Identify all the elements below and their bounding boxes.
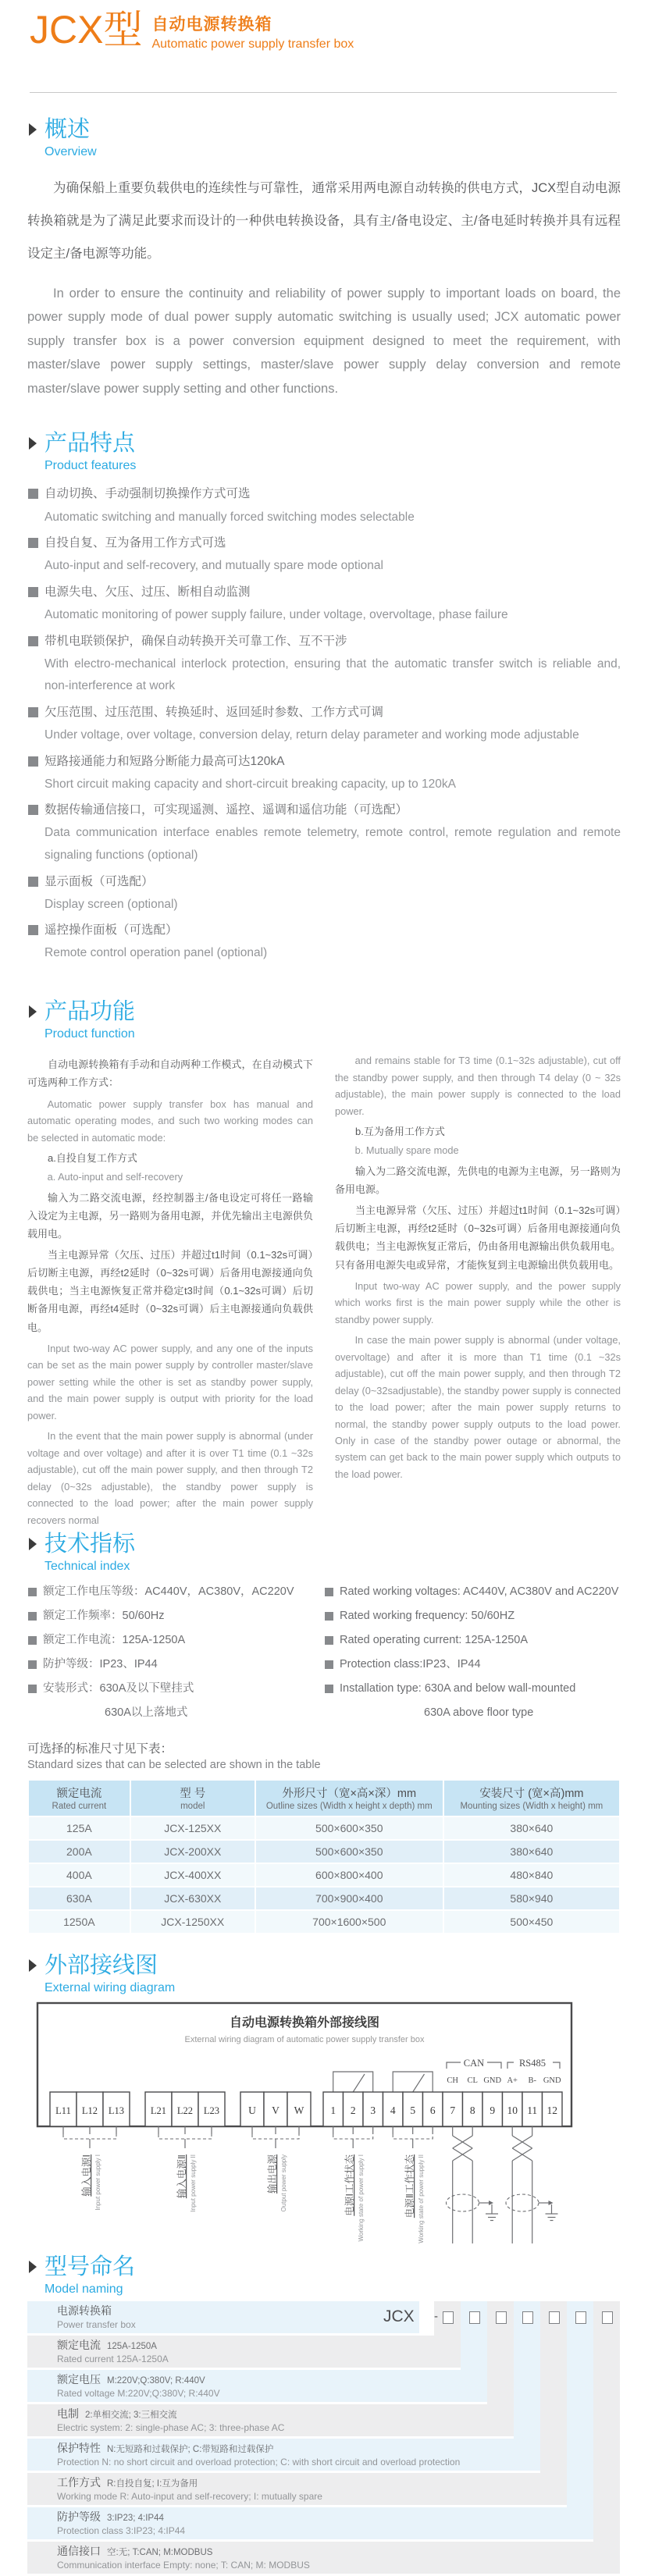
terminal-label: L22 (176, 2105, 194, 2117)
naming-detail: 3:IP23; 4:IP44 (107, 2514, 164, 2524)
tech-heading (27, 1532, 621, 1574)
tech-item-sub: 630A above floor type (424, 1706, 534, 1720)
cell-outline-size: 500×600×350 (255, 1840, 443, 1863)
pin-label: GND (543, 2076, 561, 2086)
square-bullet-icon (28, 925, 38, 935)
feature-en: With electro-mechanical interlock protection, ensuring that the automatic transfer switch is reliable and, non-interference at work (45, 656, 621, 693)
group-lead-input2 (158, 2126, 212, 2212)
naming-heading (27, 2254, 621, 2297)
function-subitem: a.自投自复工作方式 (48, 1152, 137, 1165)
naming-code-box (602, 2311, 613, 2324)
terminal-label: 5 (410, 2105, 416, 2117)
section-technical-index (27, 1532, 621, 1725)
square-bullet-icon (28, 1685, 37, 1693)
diagram-title-en: External wiring diagram of automatic power supply transfer box (184, 2035, 425, 2045)
naming-label-en: Protection class 3:IP23; 4:IP44 (57, 2525, 186, 2537)
group-label-cn: 电源Ⅱ工作状态 (404, 2154, 415, 2218)
naming-code-box (575, 2311, 586, 2324)
feature-en: Data communication interface enables remote telemetry, remote control, remote regulation and remote signaling functions (optional) (45, 826, 621, 862)
tech-item: Protection class:IP23、IP44 (340, 1658, 481, 1671)
naming-heading-cn: 型号命名 (45, 2254, 136, 2279)
naming-detail: 2:单相交流; 3:三相交流 (85, 2411, 177, 2421)
product-model-title: JCX型 (30, 8, 143, 52)
square-bullet-icon (28, 1660, 37, 1669)
section-model-naming (27, 2254, 621, 2576)
feature-en: Automatic switching and manually forced switching modes selectable (45, 510, 415, 524)
overview-heading-cn: 概述 (45, 117, 91, 142)
square-bullet-icon (28, 538, 38, 548)
naming-heading-en: Model naming (45, 2282, 123, 2297)
twisted-pair-rs485 (506, 2126, 558, 2243)
naming-detail: M:220V;Q:380V; R:440V (107, 2376, 205, 2386)
terminal-label: 12 (547, 2105, 557, 2117)
features-heading (27, 431, 621, 473)
naming-label-cn: 额定电压 (57, 2373, 101, 2386)
col-header-cn: 额定电流 (56, 1788, 102, 1800)
terminal-label: 6 (429, 2105, 436, 2117)
table-row (28, 1910, 620, 1934)
function-paragraph: 当主电源异常（欠压、过压）并超过t1时间（0.1~32s可调）后切断主电源，再经t2延时（0~32s可调）后备用电源接通向负载供电；当主电源恢复正常并稳定t3时间（0.1~32s可调）后切断备用电源，再经t4延时（0~32s可调）后主电源接通向负载供电。 (27, 1249, 313, 1333)
col-header-en: Mounting sizes (Width x height) mm (460, 1802, 603, 1811)
triangle-bullet-icon (29, 1959, 37, 1972)
can-bus-label: CAN (463, 2058, 485, 2069)
square-bullet-icon (325, 1636, 333, 1645)
features-heading-cn: 产品特点 (45, 431, 136, 456)
square-bullet-icon (28, 1612, 37, 1621)
cell-outline-size: 500×600×350 (255, 1816, 443, 1840)
naming-row (27, 2473, 567, 2505)
naming-dash: - (434, 2310, 438, 2324)
terminal-label: 3 (370, 2105, 376, 2117)
feature-cn: 自投自复、互为备用工作方式可选 (45, 536, 226, 550)
col-header-en: Outline sizes (Width x height x depth) mm (265, 1802, 433, 1811)
diagram-title-cn: 自动电源转换箱外部接线图 (229, 2016, 380, 2030)
feature-cn: 遥控操作面板（可选配） (45, 923, 178, 938)
cell-model: JCX-1250XX (130, 1910, 255, 1934)
feature-cn: 数据传输通信接口，可实现遥测、遥控、遥调和遥信功能（可选配） (45, 803, 408, 817)
tech-heading-cn: 技术指标 (45, 1532, 136, 1557)
cell-rated-current: 1250A (28, 1910, 130, 1934)
cell-rated-current: 125A (28, 1816, 130, 1840)
section-product-features (27, 431, 621, 966)
cell-rated-current: 630A (28, 1887, 130, 1910)
feature-cn: 显示面板（可选配） (45, 874, 154, 888)
naming-row (27, 2507, 593, 2539)
naming-row (27, 2336, 461, 2368)
naming-label-en: Protection N: no short circuit and overload protection; C: with short circuit and overload protection (57, 2457, 461, 2468)
cell-model: JCX-630XX (130, 1887, 255, 1910)
feature-cn: 带机电联锁保护，确保自动转换开关可靠工作、互不干涉 (45, 634, 347, 648)
terminal-strip (50, 2092, 562, 2126)
page-header (30, 9, 354, 52)
feature-item (27, 581, 621, 627)
square-bullet-icon (325, 1685, 333, 1693)
cell-mounting-size: 500×450 (443, 1910, 620, 1934)
function-paragraph: Input two-way AC power supply, and the power supply which works first is the main power supply while the other is standby power supply. (335, 1279, 621, 1325)
group-label-cn: 输入电源Ⅱ (176, 2154, 187, 2199)
naming-code-box (469, 2311, 480, 2324)
ground-icon (486, 2214, 498, 2221)
naming-label-en: Communication interface Empty: none; T: CAN; M: MODBUS (57, 2560, 310, 2571)
col-header-cn: 外形尺寸（宽×高×深）mm (282, 1788, 417, 1800)
square-bullet-icon (325, 1588, 333, 1596)
model-naming-diagram (27, 2301, 621, 2576)
naming-label-en: Rated voltage M:220V;Q:380V; R:440V (57, 2388, 220, 2400)
function-paragraph: In the event that the main power supply is abnormal (under voltage and over voltage) and after it is over T1 time (0.1 ~32s adjustable), cut off the main power supply, and then through T2 delay (0~32s adjustable), the standby power supply is connected to the load power; after the main power supply recovers normal (27, 1430, 313, 1526)
triangle-bullet-icon (29, 2261, 37, 2273)
terminal-label: 10 (507, 2105, 518, 2117)
group-label-cn: 输入电源Ⅰ (81, 2154, 92, 2197)
naming-code-box (496, 2311, 507, 2324)
naming-label-cn: 保护特性 (57, 2442, 101, 2455)
naming-label-cn: 电源转换箱 (57, 2304, 112, 2318)
function-subitem: a. Auto-input and self-recovery (47, 1171, 183, 1183)
overview-heading (27, 117, 621, 159)
square-bullet-icon (28, 877, 38, 887)
arrow-icon (489, 2201, 493, 2205)
naming-label-en: Power transfer box (57, 2319, 136, 2331)
naming-label-cn: 电制 (57, 2407, 79, 2421)
group-label-en: Working state of power supply I (358, 2154, 365, 2242)
terminal-label: L21 (150, 2105, 167, 2117)
terminal-label: L11 (55, 2105, 71, 2117)
feature-en: Display screen (optional) (45, 897, 178, 911)
tech-heading-en: Technical index (45, 1560, 130, 1574)
terminal-label: U (248, 2105, 256, 2117)
terminal-label: L13 (108, 2105, 125, 2117)
pin-label: A+ (507, 2076, 518, 2086)
feature-item (27, 532, 621, 578)
tech-columns (27, 1580, 621, 1725)
section-product-function (27, 999, 621, 1528)
terminal-label: 11 (527, 2105, 538, 2117)
square-bullet-icon (28, 707, 38, 717)
group-label-en: Input power supply I (94, 2154, 101, 2211)
function-paragraph: In case the main power supply is abnormal (under voltage, overvoltage) and after it is more than T1 time (0.1 ~32s adjustable), cut off the main power supply, and then through T2 delay (0~32sadjustable), the standby power supply is connected to the load power; after the main power supply returns to normal, the standby power supply outputs to the load power. Only in case of the standby power outage or abnormal, the system can get back to the main power supply which outputs to the load power. (335, 1334, 621, 1480)
triangle-bullet-icon (29, 437, 37, 450)
naming-label-cn: 防护等级 (57, 2510, 101, 2524)
tech-item: Rated working frequency: 50/60HZ (340, 1610, 515, 1623)
function-paragraph: 输入为二路交流电源，经控制器主/备电设定可将任一路输入设定为主电源，另一路则为备用电源，并优先输出主电源供负载用电。 (27, 1191, 313, 1240)
function-paragraph: 当主电源异常（欠压、过压）并超过t1时间（0.1~32s可调）后切断主电源，再经t2延时（0~32s可调）后备用电源接通向负载供电；当主电源恢复正常后，仍由备用电源输出供负载用电。只有备用电源失电或异常，才能恢复到主电源输出供负载用电。 (335, 1204, 621, 1271)
naming-label-cn: 工作方式 (57, 2476, 101, 2489)
square-bullet-icon (28, 489, 38, 499)
col-header-en: model (180, 1802, 205, 1811)
naming-code-box (549, 2311, 560, 2324)
feature-en: Auto-input and self-recovery, and mutually spare mode optional (45, 559, 383, 573)
pin-label: GND (483, 2076, 502, 2086)
function-left-column (27, 1052, 313, 1528)
feature-cn: 自动切换、手动强制切换操作方式可选 (45, 487, 251, 501)
sizes-intro-en: Standard sizes that can be selected are shown in the table (27, 1759, 321, 1771)
naming-label-en: Working mode R: Auto-input and self-recovery; I: mutually spare (57, 2491, 322, 2503)
function-columns (27, 1052, 621, 1528)
pin-label: B- (528, 2076, 536, 2086)
feature-cn: 短路接通能力和短路分断能力最高可达120kA (45, 754, 285, 768)
function-paragraph: Input two-way AC power supply, and any one of the inputs can be set as the main power supply by controller master/slave power setting while the other is set as standby power supply, and the main power supply is output with priority for the load power. (27, 1342, 313, 1421)
function-right-column (335, 1052, 621, 1528)
square-bullet-icon (28, 1588, 37, 1596)
naming-detail: 空:无; T:CAN; M:MODBUS (107, 2548, 213, 2558)
table-row (28, 1887, 620, 1910)
terminal-label: 8 (469, 2105, 475, 2117)
feature-en: Short circuit making capacity and short-circuit breaking capacity, up to 120kA (45, 777, 456, 791)
function-heading-en: Product function (45, 1027, 135, 1041)
feature-item (27, 701, 621, 747)
group-label-en: Working state of power supply II (418, 2154, 425, 2244)
naming-code-box (443, 2311, 454, 2324)
naming-row (27, 2404, 514, 2436)
feature-en: Automatic monitoring of power supply failure, under voltage, overvoltage, phase failure (45, 608, 508, 622)
square-bullet-icon (28, 805, 38, 815)
feature-cn: 欠压范围、过压范围、转换延时、返回延时参数、工作方式可调 (45, 705, 384, 719)
cell-outline-size: 700×1600×500 (255, 1910, 443, 1934)
feature-cn: 电源失电、欠压、过压、断相自动监测 (45, 585, 251, 599)
function-paragraph: and remains stable for T3 time (0.1~32s adjustable), cut off the standby power supply, and then through T4 delay (0 ~ 32s adjustable), the main power supply is connected to the load power. (335, 1055, 621, 1117)
pin-label: CH (447, 2076, 458, 2086)
tech-item: 额定工作电流：125A-1250A (43, 1634, 186, 1647)
wiring-heading-en: External wiring diagram (45, 1981, 176, 1995)
square-bullet-icon (28, 636, 38, 646)
tech-right-column (324, 1580, 621, 1725)
terminal-label: L12 (81, 2105, 98, 2117)
overview-heading-en: Overview (45, 145, 97, 159)
naming-code-box (522, 2311, 533, 2324)
function-subitem: b.互为备用工作方式 (355, 1126, 445, 1138)
naming-label-cn: 额定电流 (57, 2339, 101, 2352)
table-row (28, 1840, 620, 1863)
group-lead-state1 (333, 2126, 373, 2241)
cell-outline-size: 600×800×400 (255, 1863, 443, 1887)
feature-item (27, 799, 621, 866)
product-title-cn: 自动电源转换箱 (151, 16, 272, 34)
cell-rated-current: 400A (28, 1863, 130, 1887)
features-list (27, 482, 621, 965)
group-label-cn: 输出电源 (267, 2154, 278, 2194)
overview-paragraph-cn: 为确保船上重要负载供电的连续性与可靠性，通常采用两电源自动转换的供电方式，JCX型自动电源转换箱就是为了满足此要求而设计的一种供电转换设备，具有主/备电设定、主/备电延时转换并具有远程设定主/备电源等功能。 (27, 181, 621, 262)
naming-column-strip (567, 2301, 593, 2539)
rs485-bus-label: RS485 (518, 2058, 547, 2069)
header-divider (30, 92, 617, 93)
product-title-block (151, 9, 354, 52)
features-heading-en: Product features (45, 459, 137, 473)
terminal-label: 4 (390, 2105, 396, 2117)
square-bullet-icon (28, 587, 38, 597)
col-header-en: Rated current (52, 1802, 107, 1811)
tech-left-column (27, 1580, 324, 1725)
naming-detail: N:无短路和过载保护; C:带短路和过载保护 (107, 2445, 274, 2455)
function-subitem: b. Mutually spare mode (354, 1144, 459, 1157)
tech-item-sub: 630A以上落地式 (105, 1706, 188, 1720)
section-wiring-diagram (27, 1953, 621, 2251)
wiring-heading (27, 1953, 621, 1995)
terminal-label: 7 (450, 2105, 456, 2117)
feature-item (27, 870, 621, 916)
tech-item: 安装形式：630A及以下壁挂式 (43, 1682, 194, 1695)
cell-outline-size: 700×900×400 (255, 1887, 443, 1910)
tech-item: Rated working voltages: AC440V, AC380V and AC220V (340, 1585, 619, 1599)
cell-model: JCX-400XX (130, 1863, 255, 1887)
table-header-row (28, 1780, 620, 1816)
feature-item (27, 919, 621, 965)
cell-mounting-size: 480×840 (443, 1863, 620, 1887)
group-label-en: Input power supply II (190, 2154, 197, 2213)
function-paragraph: Automatic power supply transfer box has manual and automatic operating modes, and such two working modes can be selected in automatic mode: (27, 1098, 313, 1144)
group-lead-output (252, 2126, 299, 2211)
section-overview (27, 117, 621, 400)
group-lead-state2 (393, 2126, 433, 2243)
terminal-label: 9 (490, 2105, 496, 2117)
feature-en: Under voltage, over voltage, conversion delay, return delay parameter and working mode adjustable (45, 728, 579, 742)
cell-mounting-size: 580×940 (443, 1887, 620, 1910)
square-bullet-icon (325, 1612, 333, 1621)
twisted-pair-can (447, 2126, 499, 2243)
group-label-cn: 电源Ⅰ工作状态 (344, 2154, 355, 2217)
arrow-icon (549, 2201, 554, 2205)
naming-label-en: Electric system: 2: single-phase AC; 3: three-phase AC (57, 2422, 285, 2434)
naming-prefix: JCX (383, 2307, 415, 2326)
table-row (28, 1863, 620, 1887)
terminal-label: 1 (330, 2105, 336, 2117)
function-heading (27, 999, 621, 1041)
table-row (28, 1816, 620, 1840)
function-paragraph: 输入为二路交流电源，先供电的电源为主电源，另一路则为备用电源。 (335, 1165, 621, 1196)
naming-row (27, 2370, 487, 2402)
naming-row (27, 2542, 620, 2574)
cell-rated-current: 200A (28, 1840, 130, 1863)
feature-item (27, 630, 621, 698)
cell-mounting-size: 380×640 (443, 1840, 620, 1863)
naming-detail: R:自投自复; I:互为备用 (107, 2479, 198, 2489)
tech-item: 额定工作电压等级：AC440V，AC380V，AC220V (43, 1585, 294, 1599)
col-header-cn: 安装尺寸 (宽×高)mm (479, 1788, 584, 1800)
ground-icon (546, 2214, 558, 2221)
square-bullet-icon (325, 1660, 333, 1669)
feature-en: Remote control operation panel (optional) (45, 946, 268, 960)
product-title-en: Automatic power supply transfer box (151, 37, 354, 51)
naming-column-strip (593, 2301, 620, 2574)
cell-model: JCX-200XX (130, 1840, 255, 1863)
sizes-intro-cn: 可选择的标准尺寸见下表： (27, 1742, 173, 1756)
tech-item: Installation type: 630A and below wall-mounted (340, 1682, 576, 1695)
naming-row (27, 2439, 540, 2471)
terminal-label: 2 (350, 2105, 356, 2117)
cell-model: JCX-125XX (130, 1816, 255, 1840)
terminal-label: L23 (203, 2105, 220, 2117)
square-bullet-icon (28, 756, 38, 767)
wiring-heading-cn: 外部接线图 (45, 1953, 158, 1978)
naming-row (27, 2301, 419, 2333)
overview-paragraph-en: In order to ensure the continuity and reliability of power supply to important loads on board, the power supply mode of dual power supply automatic switching is usually used; JCX automatic power supply transfer box is a power conversion equipment designed to meet the requirement, with master/slave power supply settings, master/slave power supply delay conversion and remote master/slave power supply setting and other functions. (27, 286, 621, 396)
feature-item (27, 482, 621, 528)
cell-mounting-size: 380×640 (443, 1816, 620, 1840)
group-label-en: Output power supply (280, 2154, 287, 2212)
pin-label: CL (467, 2076, 478, 2086)
triangle-bullet-icon (29, 1005, 37, 1018)
triangle-bullet-icon (29, 1538, 37, 1550)
tech-item: 额定工作频率：50/60Hz (43, 1610, 165, 1623)
feature-item (27, 750, 621, 796)
square-bullet-icon (28, 1636, 37, 1645)
terminal-label: V (272, 2105, 279, 2117)
naming-detail: 125A-1250A (107, 2342, 157, 2352)
terminal-label: W (294, 2105, 304, 2117)
naming-label-cn: 通信接口 (57, 2545, 101, 2558)
col-header-cn: 型 号 (180, 1788, 206, 1800)
tech-item: 防护等级：IP23、IP44 (43, 1658, 158, 1671)
group-lead-input1 (63, 2126, 116, 2211)
function-paragraph: 自动电源转换箱有手动和自动两种工作模式，在自动模式下可选两种工作方式： (27, 1059, 313, 1089)
naming-label-en: Rated current 125A-1250A (57, 2354, 169, 2365)
function-heading-cn: 产品功能 (45, 999, 136, 1024)
tech-item: Rated operating current: 125A-1250A (340, 1634, 529, 1647)
section-standard-sizes (27, 1739, 621, 1934)
standard-sizes-table (27, 1779, 621, 1934)
triangle-bullet-icon (29, 123, 37, 136)
wiring-diagram (31, 2001, 578, 2251)
